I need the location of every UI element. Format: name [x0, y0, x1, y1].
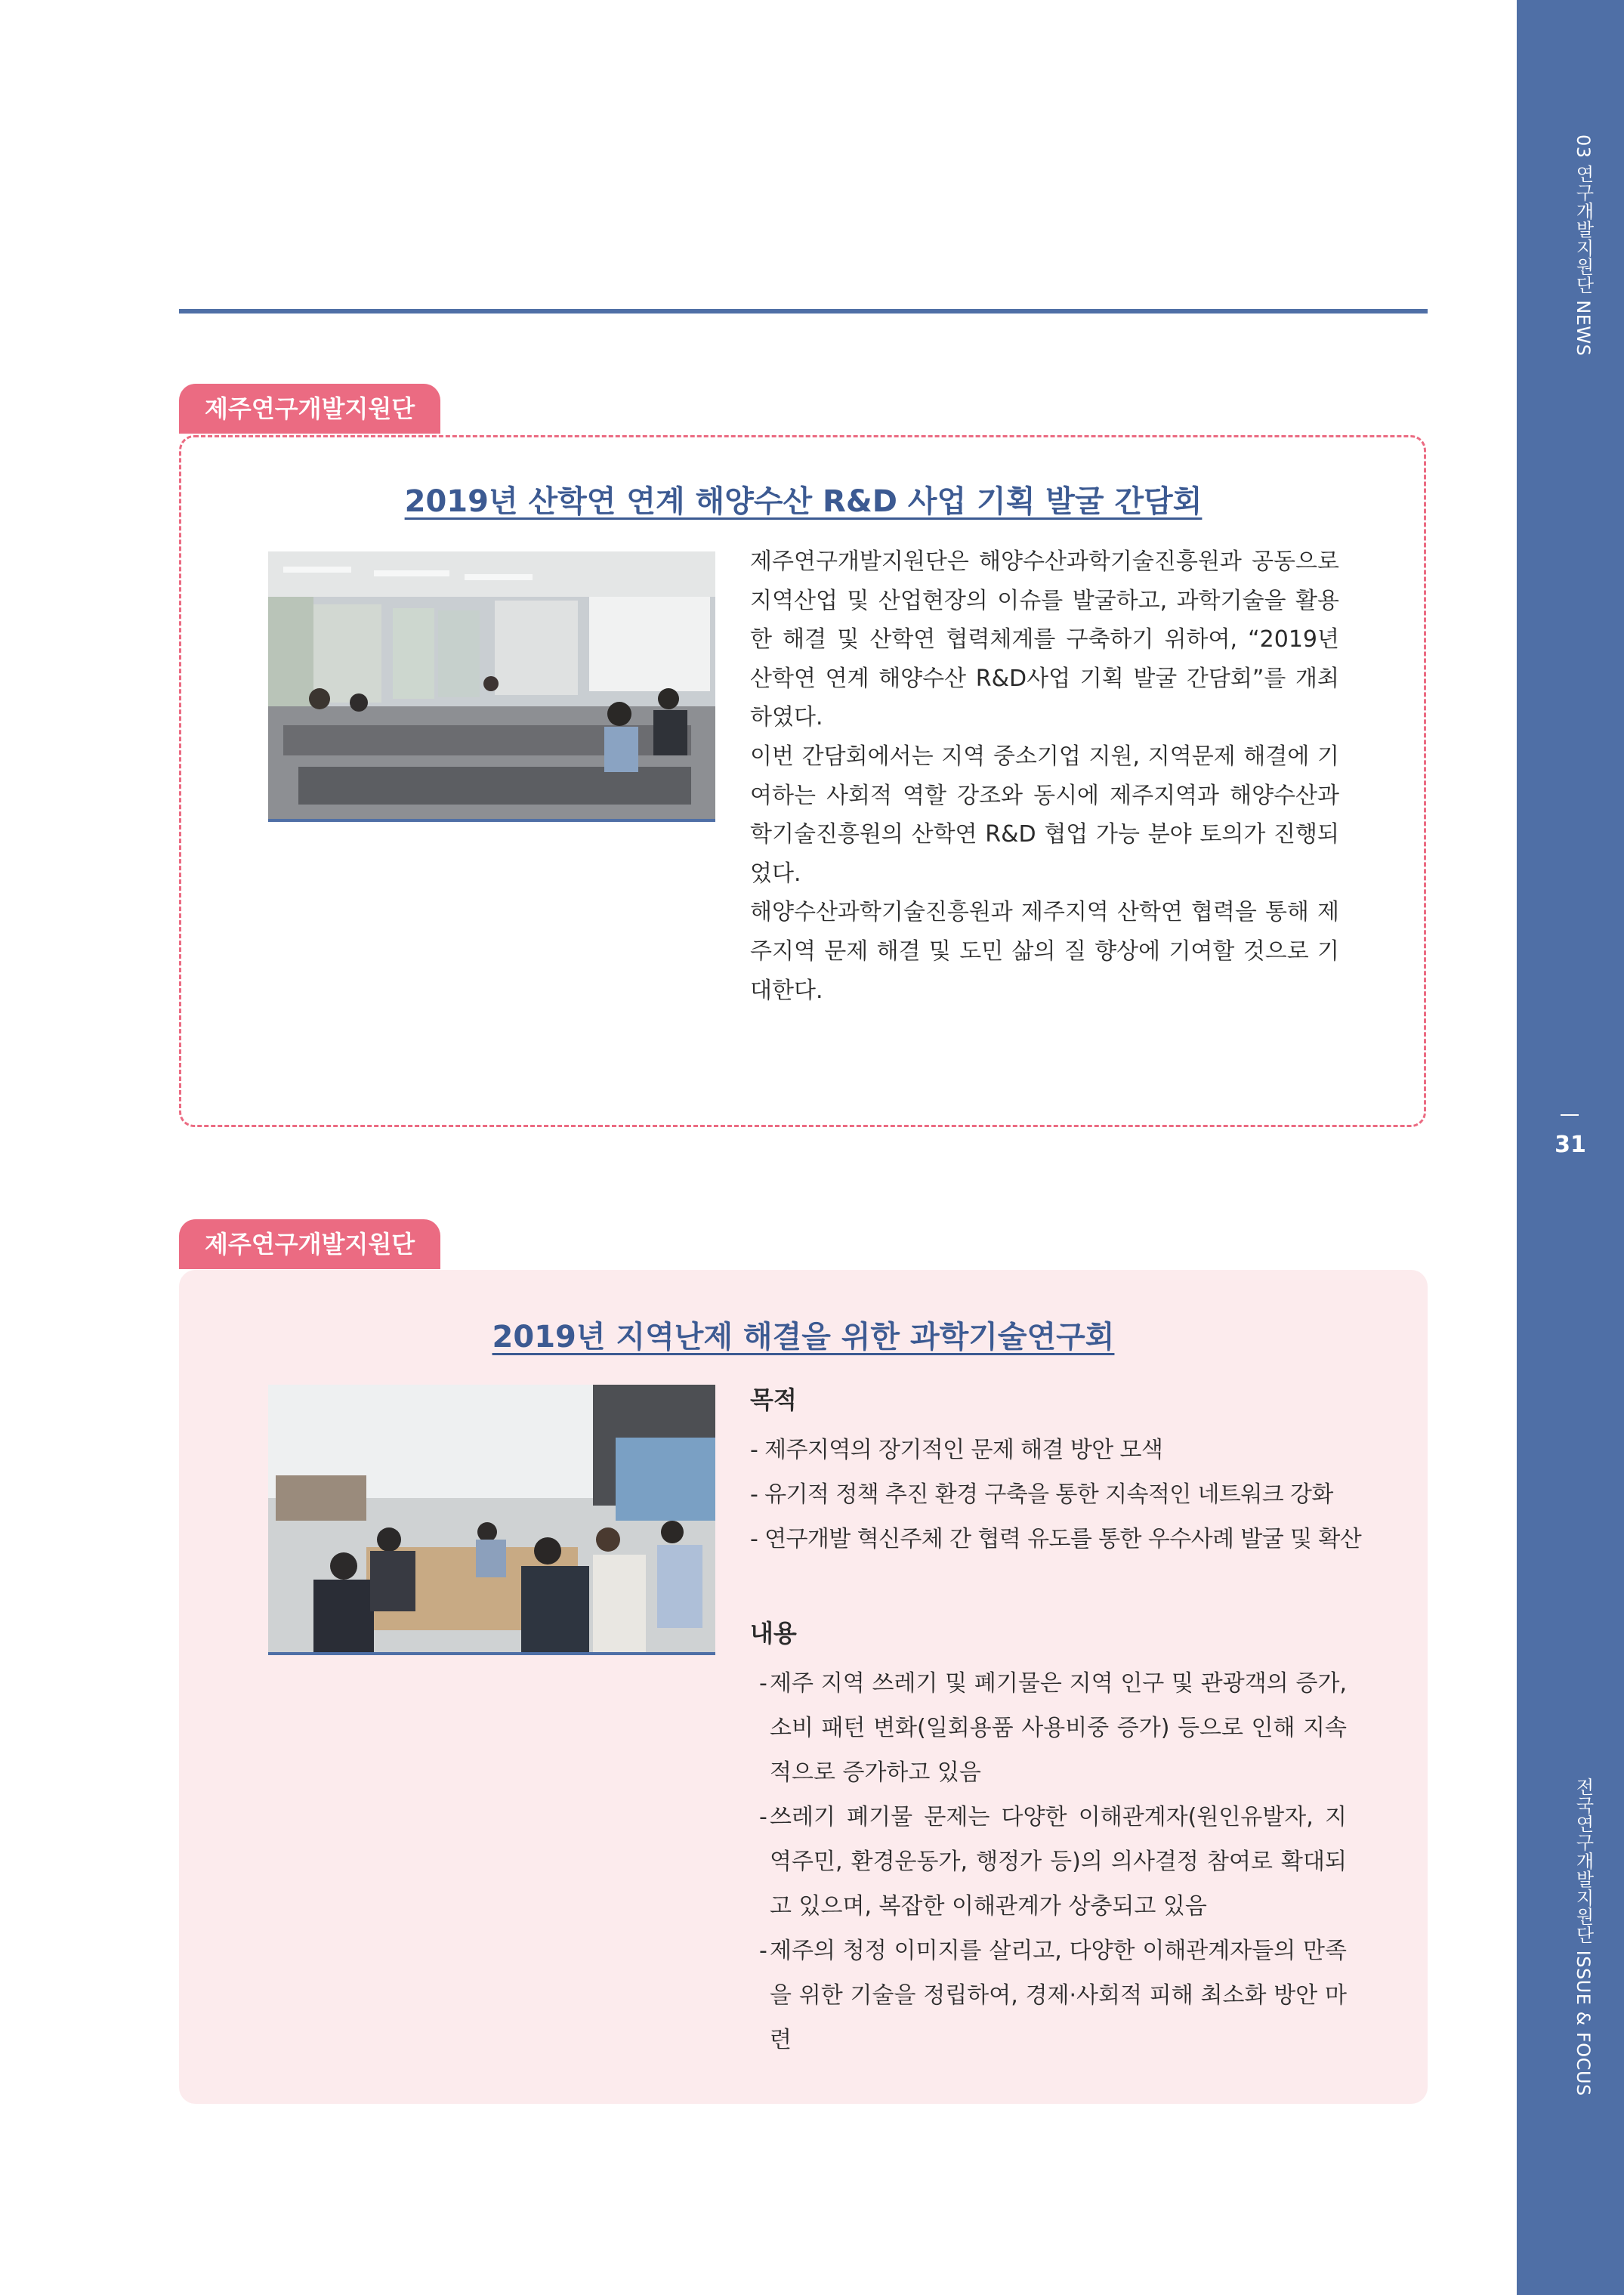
section2-purpose — [750, 1381, 1362, 1561]
purpose-item: - 연구개발 혁신주체 간 협력 유도를 통한 우수사례 발굴 및 확산 — [750, 1526, 1362, 1552]
page-number-divider — [1561, 1114, 1579, 1116]
content-item-text: 제주 지역 쓰레기 및 폐기물은 지역 인구 및 관광객의 증가, 소비 패턴 변화(일회용품 사용비중 증가) 등으로 인해 지속적으로 증가하고 있음 — [770, 1670, 1347, 1786]
section1-tag: 제주연구개발지원단 — [179, 384, 440, 434]
section2-title-text: 2019년 지역난제 해결을 위한 과학기술연구회 — [492, 1320, 1115, 1354]
section-label: 03 연구개발지원단 NEWS — [1573, 134, 1594, 357]
top-rule — [179, 309, 1428, 314]
bullet-dash: - — [759, 1670, 767, 1697]
section1-paragraph: 제주연구개발지원단은 해양수산과학기술진흥원과 공동으로 지역산업 및 산업현장의 이슈를 발굴하고, 과학기술을 활용한 해결 및 산학연 협력체계를 구축하기 위하여, “2019년 산학연 연계 해양수산 R&D사업 기획 발굴 간담회”를 개최하였다. — [750, 548, 1339, 731]
content-item — [750, 1661, 1347, 1795]
section2-content — [750, 1614, 1347, 2062]
section1-title — [179, 477, 1428, 520]
purpose-item: - 제주지역의 장기적인 문제 해결 방안 모색 — [750, 1437, 1163, 1463]
content-item — [750, 1929, 1347, 2062]
section1-photo — [268, 551, 715, 822]
bullet-dash: - — [759, 1804, 767, 1830]
section1-body — [750, 542, 1339, 1010]
section2-tag: 제주연구개발지원단 — [179, 1219, 440, 1269]
section1-title-text: 2019년 산학연 연계 해양수산 R&D 사업 기획 발굴 간담회 — [404, 484, 1203, 519]
content-item-text: 제주의 청정 이미지를 살리고, 다양한 이해관계자들의 만족을 위한 기술을 정립하여, 경제·사회적 피해 최소화 방안 마련 — [770, 1938, 1347, 2053]
section2-photo — [268, 1385, 715, 1655]
page-number: 31 — [1555, 1132, 1586, 1158]
bullet-dash: - — [759, 1938, 767, 1964]
content-item — [750, 1795, 1347, 1929]
purpose-item: - 유기적 정책 추진 환경 구축을 통한 지속적인 네트워크 강화 — [750, 1481, 1333, 1508]
purpose-heading: 목적 — [750, 1385, 797, 1414]
section2-title — [179, 1313, 1428, 1356]
section1-paragraph: 해양수산과학기술진흥원과 제주지역 산학연 협력을 통해 제주지역 문제 해결 및 도민 삶의 질 향상에 기여할 것으로 기대한다. — [750, 899, 1339, 1004]
publication-label: 전국연구개발지원단 ISSUE & FOCUS — [1573, 1778, 1594, 2096]
content-heading: 내용 — [750, 1619, 797, 1648]
content-item-text: 쓰레기 폐기물 문제는 다양한 이해관계자(원인유발자, 지역주민, 환경운동가, 행정가 등)의 의사결정 참여로 확대되고 있으며, 복잡한 이해관계가 상충되고 있음 — [770, 1804, 1347, 1920]
section1-paragraph: 이번 간담회에서는 지역 중소기업 지원, 지역문제 해결에 기여하는 사회적 역할 강조와 동시에 제주지역과 해양수산과학기술진흥원의 산학연 R&D 협업 가능 분야 토의가 진행되었다. — [750, 743, 1339, 887]
